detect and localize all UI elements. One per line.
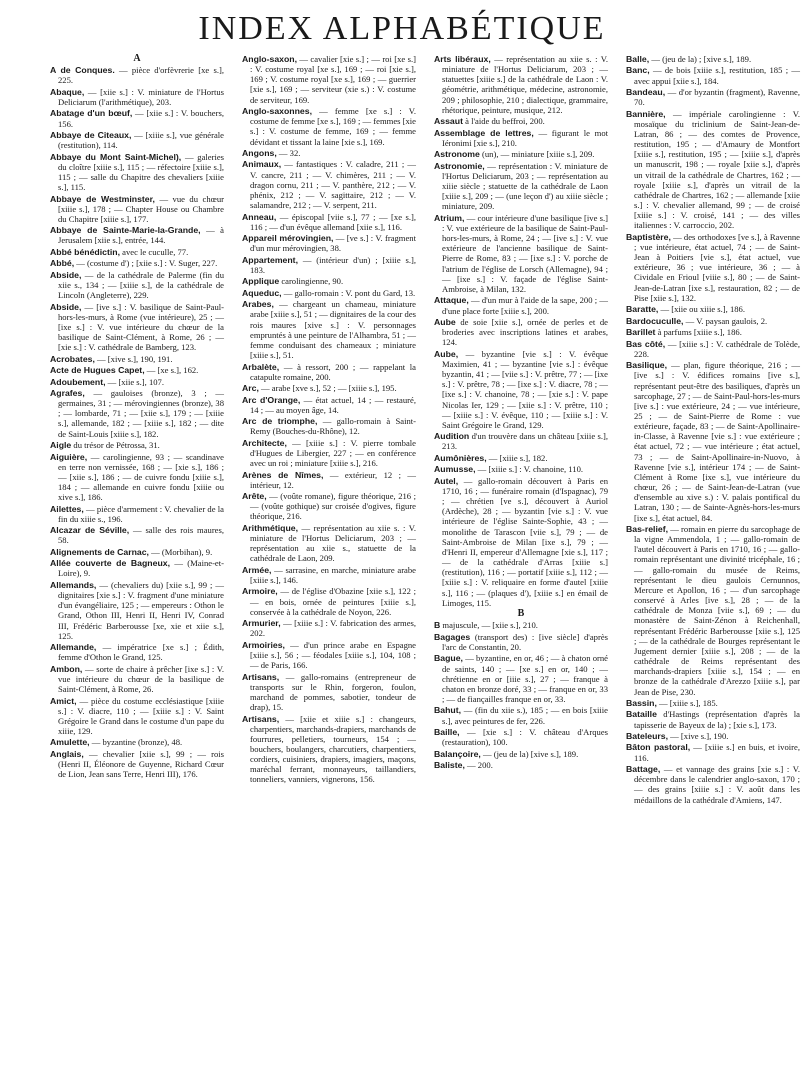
index-entry [434,749,608,759]
entry-headword: Attaque, [434,295,469,306]
index-entry [242,523,416,564]
entry-references: — des orthodoxes [ve s.], à Ravenne ; vue intérieure, état actuel, 74 ; — de Saint-Jean à Poitiers [vie s.], état actuel, vue extérieure, 36 ; vue intérieure, 36 ; — à Cividale en Frioul [viiie s.], 80 ; — de Saint-Jean-de-Latran [ixe s.], restauration, 82 ; — de Pise [xiie s.], 132. [634,231,800,303]
entry-headword: Astronome [434,149,480,160]
entry-references: — byzantine [vie s.] : V. évêque Maximien, 41 ; — byzantine [vie s.] : évêque byzantin, 41 ; — [viie s.] : V. prêtre, 77 ; — [ixe s.] : V. prêtre, 78 ; — [ixe s.] : V. diacre, 78 ; — [ixe s.] : V. chanoine, 78 ; — [xie s.] : V. pape Nicolas Ier, 129 ; — [xiie s.] : V. prêtre, 110 ; — [xiiie s.] : V. évêque, 110 ; — [xiiie s.] : V. Saint Grégoire le Grand, 129. [442,348,608,430]
entry-headword: Allée couverte de Bagneux, [50,558,170,569]
entry-references: (transport des) : [ive siècle] d'après l'arc de Constantin, 20. [442,631,608,652]
index-entry [434,161,608,212]
entry-references: — 32. [276,148,301,158]
entry-references: — d'un mur à l'aide de la sape, 200 ; — d'une place forte [xiiie s.], 200. [442,295,608,316]
entry-headword: Bassin, [626,697,657,708]
entry-references: d'Hastings (représentation d'après la tapisserie de Bayeux de la) ; [xie s.], 173. [634,709,800,730]
entry-references: — (voûte romane), figure théorique, 216 ; — (voûte gothique) sur croisée d'ogives, figure théorique, 216. [250,491,416,522]
index-entry [50,525,224,545]
index-entry [242,672,416,713]
entry-references: — gallo-romain : V. pont du Gard, 13. [281,287,416,298]
entry-references: — cavalier [xie s.] ; — roi [xe s.] : V. costume royal [xe s.], 169 ; — roi [xie s.], 169 ; V. costume royal [xe s.], 169 ; — guerrier [xie s.], 169 ; — serviteur (xie s.) : V. costume de serviteur, 169. [250,54,416,105]
entry-references: — pièce d'orfèvrerie [xe s.], 225. [58,65,225,86]
entry-references: — byzantine (bronze), 48. [89,737,183,748]
index-entry [50,87,224,107]
entry-headword: Aube, [434,348,459,359]
index-entry [242,586,416,616]
entry-headword: Bahut, [434,705,462,716]
index-entry [50,270,224,300]
index-entry [434,632,608,652]
entry-headword: Artisans, [242,671,280,682]
entry-references: — à ressort, 200 ; — rappelant la catapulte romaine, 200. [250,361,416,382]
entry-headword: Arbalète, [242,361,280,372]
entry-headword: Assaut [434,116,463,127]
entry-references: — [xiiie s.] : V. pierre tombale d'Hugues de Libergier, 227 ; — en conférence avec un roi ; miniature [xiiie s.], 216. [250,437,416,469]
entry-headword: Aumônières, [434,452,487,463]
index-column-2 [242,54,416,786]
entry-headword: Alignements de Carnac, [50,546,149,557]
entry-references: — impériale carolingienne : V. mosaïque du triclinium de Saint-Jean-de-Latran, 86 ; — des comtes de Provence, restitution, 195 ; — d'Amaury de Montfort [xiiie s.], restitution, 195 ; — [xiiie s.], d'après un manuscrit, 198 ; — royale [xiie s.], d'après un vitrail de la cathédrale de Chartres, 162 ; — royale [xiiie s.], d'après un vitrail de la cathédrale de Chartres, 162 ; — allemande [xiie s.] : V. chevalier allemand, 99 ; — de croisé [xiiie s.] : V. croisé, 141 ; — des villes italiennes : V. carroccio, 202. [634,108,800,231]
index-entry [434,295,608,315]
entry-references: — [xiiie s.] en buis, et ivoire, 116. [634,742,800,763]
entry-headword: Arc, [242,383,259,394]
index-entry [434,349,608,430]
entry-references: — (costume d') ; [xiie s.] : V. Suger, 227. [74,258,218,269]
index-entry [242,54,416,105]
entry-references: — 200. [464,760,493,771]
index-page [14,0,800,1083]
entry-references: — (fin du xiie s.), 185 ; — en bois [xiiie s.], avec peintures de fer, 226. [442,705,608,726]
entry-headword: Balançoire, [434,748,481,759]
entry-references: — [ive s.] : V. basilique de Saint-Paul-hors-les-murs, à Rome (vue intérieure), 25 ; — [ixe s.] : V. vue intérieure du chœur de la basilique de Saint-Clément, à Rome, 26 ; — [xie s.] : V. cathédrale de Bamberg, 123. [58,301,224,353]
entry-references: — gallo-romain à Saint-Remy (Bouches-du-Rhône), 12. [250,416,417,437]
index-entry [434,464,608,474]
entry-headword: Bas-relief, [626,524,669,534]
index-entry [50,664,224,694]
entry-headword: Aumusse, [434,464,476,475]
index-entry [434,149,608,159]
index-entry [626,360,800,523]
entry-headword: Bandeau, [626,87,666,98]
entry-references: — V. paysan gaulois, 2. [683,315,768,326]
entry-references: — état actuel, 14 ; — restauré, 14 ; — au moyen âge, 14. [250,394,416,415]
entry-headword: Agrafes, [50,388,85,398]
entry-headword: Abbé bénédictin, [50,246,120,257]
index-entry [626,731,800,741]
entry-headword: Autel, [434,475,459,486]
index-entry [50,440,224,450]
entry-headword: Abatage d'un bœuf, [50,108,133,119]
entry-headword: Ailettes, [50,503,84,514]
entry-headword: Anglo-saxonnes, [242,106,312,117]
entry-references: d'un trouvère dans un château [xiiie s.], 213. [442,431,608,452]
entry-headword: Amulette, [50,737,90,748]
index-entry [434,128,608,148]
entry-references: — chevalier [xiie s.], 99 ; — rois (Henri II, Éléonore de Guyenne, Richard Cœur de Lion, Jean sans Terre, Henri III), 176. [58,748,224,780]
entry-headword: Baratte, [626,304,659,315]
index-entry [50,388,224,439]
entry-references: — [xiie et xiiie s.] : changeurs, charpentiers, marchands-drapiers, marchands de fourrures, pelletiers, tourneurs, 154 ; — bouchers, boulangers, charcutiers, charpentiers, cordiers, cuisiniers, drapiers, imagiers, maçons, maréchal ferrant, monnayeurs, taillandiers, tonneliers, vanniers, vignerons, 156. [250,713,416,785]
entry-references: — vue du chœur [xiiie s.], 178 ; — Chapter House ou Chambre du Chapitre [xiiie s.], 177. [58,193,224,224]
entry-headword: Architecte, [242,437,287,448]
entry-headword: Allemands, [50,579,97,590]
entry-headword: Arabes, [242,299,274,310]
index-entry [626,232,800,303]
index-entry [626,524,800,697]
index-entry [50,580,224,641]
entry-headword: Arc de triomphe, [242,416,318,427]
index-entry [50,194,224,224]
index-entry [626,709,800,729]
entry-references: — représentation : V. miniature de l'Hortus Deliciarum, 203 ; — représentation au xiiie siècle ; statuette de la cathédrale de Laon [xiiie s.], 209 ; — (une leçon d') au xiiie siècle ; miniature, 209. [442,160,608,212]
index-column-3 [434,54,608,772]
entry-references: — (Maine-et-Loire), 9. [58,558,224,579]
entry-headword: Anneau, [242,211,277,222]
entry-references: — gauloises (bronze), 3 ; — germaines, 31 ; — mérovingiennes (bronze), 38 ; — lombarde, 71 ; — [xiie s.], 179 ; — [xiiie s.], allemande, 182 ; — [xiiie s.], 182 ; — dite de Saint-Louis [xiiie s.], 182. [58,388,224,439]
entry-references: — [xiie ou xiiie s.], 186. [658,304,746,315]
index-entry [242,106,416,147]
entry-headword: Abbaye de Citeaux, [50,129,132,140]
index-entry [434,213,608,294]
index-entry [50,302,224,353]
index-entry [434,431,608,451]
entry-references: de soie [xiie s.], ornée de perles et de broderies avec inscriptions latines et arabes, 124. [442,316,608,348]
index-entry [242,299,416,360]
entry-references: — impératrice [xe s.] ; Édith, femme d'Othon le Grand, 125. [58,642,224,663]
index-entry [434,54,608,115]
entry-references: — [xe s.], 162. [144,365,199,376]
entry-headword: Armée, [242,564,272,575]
index-entry [626,742,800,762]
entry-headword: Abside, [50,269,82,280]
index-entry [50,642,224,662]
index-entry [50,225,224,245]
entry-references: — fantastiques : V. caladre, 211 ; — V. cancre, 211 ; — V. chimères, 211 ; — V. dragon cornu, 211 ; — V. panthère, 212 ; — V. phénix, 212 ; — V. sagittaire, 212 ; — V. salamandre, 212 ; — V. serpent, 211. [250,159,416,211]
index-entry [242,565,416,585]
index-entry [242,255,416,275]
entry-headword: Anglo-saxon, [242,54,298,64]
entry-references: — (intérieur d'un) ; [xiiie s.], 183. [250,254,416,275]
index-entry [50,504,224,524]
entry-headword: Animaux, [242,159,282,170]
index-entry [242,276,416,286]
entry-references: — pièce du costume ecclésiastique [xiiie s.] : V. diacre, 110 ; — [xiiie s.] : V. Saint Grégoire le Grand dans le costume d'un pape du xiiie, 129. [58,695,224,736]
index-entry [626,316,800,326]
entry-headword: Armoire, [242,586,278,597]
entry-references: — plan, figure théorique, 216 ; — [ive s.] : V. édifices romains [ive s.], représentant peut-être des basiliques, d'après un sarcophage, 27 ; — de Saint-Paul-hors-les-murs [ive s.] : vue extérieure, 24 ; — vue intérieure, 25 ; — de Saint-Pierre de Rome : vue extérieure, façade, 83 ; — de Saint-Apollinaire-in-Classe, à Ravenne [vie s.] : vue extérieure ; état actuel, 72 ; — vue intérieure ; état actuel, 73 ; — de Saint-Apollinaire-in-Nuovo, à Ravenne [vie s.], intérieur 174 ; — de Saint-Clément à Rome [ixe s.], vue intérieure du chœur, 26 ; — de Saint-Jean-de-Latran (vue d'ensemble au xive s.) : V. palais pontifical du Latran, 130 ; — de Sainte-Agnès-hors-les-murs [ixe s.], état actuel, 84. [634,360,800,523]
entry-headword: Bâton pastoral, [626,742,691,753]
entry-headword: Bagages [434,631,471,642]
index-entry [50,258,224,268]
entry-references: — carolingienne, 93 ; — scandinave en terre non vernissée, 168 ; — [xie s.], 186 ; — [xiie s.], 186 ; — de cuivre fondu [xiiie s.], 184 ; — allemande en cuivre fondu [xiiie ou xive s.], 186. [58,451,224,503]
entry-references: — et vannage des grains [xie s.] : V. décembre dans le calendrier anglo-saxon, 170 ; — des grains [xiiie s.] : V. août dans les médaillons de la cathédrale d'Amiens, 147. [634,764,800,805]
entry-headword: Baille, [434,727,460,738]
entry-headword: Abside, [50,301,82,312]
entry-references: majuscule, — [xiie s.], 210. [440,620,538,631]
entry-headword: Astronomie, [434,160,485,171]
entry-headword: Abbé, [50,258,75,269]
entry-references: — de bois [xiiie s.], restitution, 185 ; — avec appui [xiie s.], 184. [634,65,800,86]
index-entry [242,640,416,670]
entry-headword: Abaque, [50,86,85,97]
index-entry [242,148,416,158]
entry-references: — femme [xe s.] : V. costume de femme [xe s.], 169 ; — femmes [xie s.] : V. costume de femme, 169 ; — femme dévidant et tissant la laine [xie s.], 169. [250,106,416,147]
entry-headword: Assemblage de lettres, [434,127,534,138]
index-entry [50,247,224,257]
entry-headword: Arènes de Nîmes, [242,469,324,480]
index-entry [242,618,416,638]
entry-references: — chargeant un chameau, miniature arabe [xiiie s.], 51 ; — dignitaires de la cour des rois maures [xive s.] : V. personnages empruntés à une peinture de l'Alhambra, 51 ; — femme conduisant des chameaux ; miniature [xiiie s.], 51. [250,299,416,361]
index-entry [434,453,608,463]
index-entry [242,416,416,436]
entry-headword: Battage, [626,764,661,775]
index-entry [626,764,800,805]
entry-headword: Artisans, [242,713,280,724]
entry-references: — [xiiie s.], vue générale (restitution), 114. [58,129,224,151]
index-entry [434,116,608,126]
index-entry [242,212,416,232]
entry-headword: Arc d'Orange, [242,394,301,405]
index-entry [50,354,224,364]
entry-headword: B [434,620,441,631]
entry-references: à l'aide du beffroi, 200. [462,116,545,127]
index-entry [50,558,224,578]
entry-references: — d'or byzantin (fragment), Ravenne, 70. [634,87,800,108]
entry-headword: Angons, [242,148,277,158]
entry-headword: Appartement, [242,254,298,265]
page-title: INDEX ALPHABÉTIQUE [198,10,606,47]
entry-headword: Audition [434,431,470,442]
entry-references: avec le cuculle, 77. [120,246,189,257]
entry-references: — extérieur, 12 ; — intérieur, 12. [250,469,416,490]
index-entry [50,452,224,503]
index-column-1 [50,54,224,781]
entry-headword: Abbaye de Westminster, [50,193,155,204]
entry-headword: Barillet [626,327,656,338]
section-letter: B [517,608,525,620]
entry-headword: Appareil mérovingien, [242,233,334,244]
entry-references: — (Morbihan), 9. [148,546,213,557]
entry-headword: Amict, [50,695,77,706]
entry-headword: Ambon, [50,663,83,674]
index-entry [626,109,800,231]
index-entry [242,159,416,210]
entry-references: à parfums [xiiie s.], 186. [655,327,742,338]
index-entry [242,395,416,415]
entry-references: — de la cathédrale de Palerme (fin du xiie s., 134 ; — [xiiie s.], de la cathédrale de Lincoln (Angleterre), 229. [58,269,224,301]
entry-headword: Basilique, [626,360,668,371]
entry-headword: Bardocuculle, [626,315,684,326]
entry-headword: Armurier, [242,618,281,629]
index-entry [626,698,800,708]
index-entry [242,288,416,298]
entry-references: — représentation au xiie s. : V. miniature de l'Hortus Deliciarum, 203 ; — représentation au xiie s., statuette de la cathédrale de Laon, 209. [250,522,416,564]
index-entry [434,760,608,770]
entry-headword: Alcazar de Séville, [50,525,130,536]
entry-references: — [xiiie s.], 185. [656,697,718,708]
entry-references: — gallo-romains (entrepreneur de transports sur le Rhin, forgeron, foulon, marchand de pommes, sabotier, tondeur de drap), 15. [250,671,416,713]
entry-references: — [xiie s.], 107. [105,376,164,387]
index-entry [242,438,416,468]
index-entry [50,108,224,128]
index-entry [50,65,224,85]
entry-references: — sarrasine, en marche, miniature arabe [xiiie s.], 146. [250,564,416,585]
index-entry [434,727,608,747]
entry-headword: Abbaye du Mont Saint-Michel), [50,151,182,162]
entry-headword: Bague, [434,653,463,664]
entry-headword: Banc, [626,65,650,76]
index-entry [626,304,800,314]
index-entry [50,130,224,150]
entry-headword: Baptistère, [626,231,671,242]
index-entry [626,339,800,359]
index-entry [50,377,224,387]
index-entry [242,362,416,382]
entry-references: du trésor de Pétrossa, 31. [71,440,160,451]
entry-references: — figurant le mot Iéronimi [xie s.], 210. [442,127,609,148]
entry-references: — [xiiie s.] : V. chanoine, 110. [475,464,584,475]
entry-headword: Acrobates, [50,353,95,364]
entry-references: — de l'église d'Obazine [xiie s.], 122 ; — en bois, ornée de peintures [xiiie s.], conservée à la cathédrale de Noyon, 226. [250,586,416,617]
index-entry [50,696,224,737]
entry-references: — épiscopal [viie s.], 77 ; — [xe s.], 116 ; — d'un évêque allemand [xiie s.], 116. [250,211,416,232]
index-entry [626,87,800,107]
index-entry [242,470,416,490]
index-entry [434,653,608,704]
entry-references: — arabe [xve s.], 52 ; — [xiiie s.], 195. [258,383,397,394]
entry-references: — (chevaliers du) [xiie s.], 99 ; — dignitaires [xie s.] : V. fragment d'une miniature d'un évangéliaire, 125 ; — empereurs : Othon le Grand, Othon III, Henri II, Henri IV, Conrad III, Frédéric Barberousse [xe, xie et xiie s.], 125. [58,579,224,641]
entry-headword: Baliste, [434,760,465,771]
index-entry [50,547,224,557]
entry-headword: Aube [434,316,456,327]
index-entry [50,749,224,779]
entry-references: — cour intérieure d'une basilique [ive s.] : V. vue extérieure de la basilique de Saint-Paul-hors-les-murs, à Rome, 24 ; — [ive s.] : V. vue extérieure de l'ancienne basilique de Saint-Pierre de Rome, 83 ; — [ixe s.] : V. porche de l'atrium de l'église de Lorsch (Allemagne), 94 ; — [ixe s.] : V. façade de l'église Saint-Ambroise, à Milan, 132. [442,212,608,294]
entry-headword: Adoubement, [50,376,106,387]
entry-references: — [xie s.] : V. château d'Arques (restauration), 100. [442,727,608,748]
index-entry [242,491,416,521]
index-entry [626,54,800,64]
entry-headword: Arts libéraux, [434,54,491,64]
entry-headword: Allemande, [50,642,97,653]
entry-references: — [xiiie s.] : V. cathédrale de Tolède, 228. [634,338,800,359]
index-entry [434,620,608,630]
entry-headword: Armoiries, [242,639,285,650]
entry-headword: A de Conques. [50,65,115,76]
entry-headword: Arithmétique, [242,522,298,533]
entry-references: — galeries du cloître [xiiie s.], 115 ; — réfectoire [xiiie s.], 115 ; — salle du Chapitre des chevaliers [xiiie s.], 115. [58,151,224,193]
section-letter: A [133,53,141,64]
index-entry [50,152,224,193]
entry-references: — salle des rois maures, 58. [58,525,224,546]
entry-headword: Aqueduc, [242,287,282,298]
index-entry [242,714,416,785]
entry-headword: Atrium, [434,212,465,223]
entry-headword: Aigle [50,440,72,451]
entry-references: — [xiie s.] : V. bouchers, 156. [58,108,224,129]
entry-references: — représentation au xiie s. : V. miniature de l'Hortus Deliciarum, 203 ; — statuettes [xiiie s.] de la cathédrale de Laon : V. géométrie, arithmétique, médecine, astronomie, 209 ; philosophie, 210 ; dialectique, grammaire, rhétorique, peinture, musique, 212. [442,54,608,115]
entry-headword: Abbaye de Sainte-Marie-la-Grande, [50,225,201,236]
entry-headword: Applique [242,276,280,287]
entry-references: — gallo-romain découvert à Paris en 1710, 16 ; — funéraire romain (d'Ispagnac), 79 ; — chrétien [ve s.], découvert à Auriol (Ardèche), 28 ; — byzantin [vie s.] : V. vue intérieure de l'église Sainte-Sophie, 43 ; — monolithe de Tarascon [viie s.], 79 ; — de Saint-Ambroise de Milan [ixe s.], 79 ; — d'Henri II, empereur d'Allemagne [xie s.], 117 ; — de la cathédrale d'Arras [xiiie s.] (restitution), 116 ; — portatif [xiiie s.], 112 ; — [xiiie s.] : V. reliquaire en forme d'autel [xiiie s.], 116 ; — (plaques d'), [xiiie s.] en émail de Limoges, 115. [442,475,608,608]
index-entry [242,233,416,253]
index-entry [434,705,608,725]
entry-references: — à Jerusalem [xiie s.], entrée, 144. [58,225,224,246]
entry-references: — (jeu de la) ; [xive s.], 189. [649,54,752,64]
entry-references: — [xiie s.] : V. miniature de l'Hortus Deliciarum (l'arithmétique), 203. [58,86,224,107]
index-entry [626,327,800,337]
index-entry [50,365,224,375]
entry-references: — pièce d'armement : V. chevalier de la fin du xiiie s., 196. [58,503,224,524]
entry-references: — [xive s.], 190. [668,731,729,742]
entry-headword: Bateleurs, [626,731,669,742]
entry-headword: Bas côté, [626,338,666,349]
entry-headword: Balle, [626,54,650,64]
index-entry [434,317,608,347]
entry-headword: Aiguière, [50,451,88,462]
index-entry [50,737,224,747]
entry-references: — [xiiie s.], 182. [486,452,548,463]
entry-headword: Bannière, [626,108,666,119]
entry-references: — [xiiie s.] : V. fabrication des armes, 202. [250,618,416,639]
entry-references: — (jeu de la) [xive s.], 189. [480,748,579,759]
entry-references: — sorte de chaire à prêcher [ixe s.] : V. vue intérieure du chœur de la basilique de Saint-Clément, à Rome, 26. [58,663,224,695]
entry-references: — [xive s.], 190, 191. [94,353,173,364]
index-column-4 [626,54,800,806]
entry-headword: Acte de Hugues Capet, [50,365,145,376]
entry-headword: Arête, [242,491,267,502]
index-entry [434,476,608,608]
entry-references: — d'un prince arabe en Espagne [xiiie s.], 56 ; — féodales [xiiie s.], 104, 108 ; — de Paris, 166. [250,639,416,671]
entry-headword: Anglais, [50,748,84,759]
entry-headword: Bataille [626,709,657,720]
entry-references: — romain en pierre du sarcophage de la vigne Ammendola, 1 ; — gallo-romain de l'autel découvert à Paris en 1710, 16 ; — gallo-romain représentant une divinité tricéphale, 16 ; — gallo-romain du musée de Reims, représentant le dieu gaulois Cernunnos, Mercure et Apollon, 16 ; — d'un sarcophage conservé à Arles [ive s.], 28 ; — de la cathédrale de Monza [viie s.], 69 ; — du monastère de Saint-Zénon à Reichenhall, représentant Frédéric Barberousse [xiie s.], 125 ; — de la cathédrale de Bourges représentant le Jugement dernier [xiiie s.], 208 ; — de la cathédrale de Reims représentant des marchands-drapiers [xiiie s.], 154 ; — en bronze de la cathédrale d'Arezzo [xiiie s.], par Jean de Pise, 230. [634,524,800,697]
index-entry [242,383,416,393]
entry-references: carolingienne, 90. [279,276,344,287]
entry-references: — [ve s.] : V. fragment d'un mur mérovingien, 38. [250,233,416,254]
entry-references: — byzantine, en or, 46 ; — à chaton orné de saints, 140 ; — [xe s.] en or, 140 ; — chrétienne en or [iiie s.], 27 ; — franque à chaton en bronze doré, 33 ; — franque en or, 33 ; — de fiançailles franque en or, 33. [442,653,608,704]
index-entry [626,65,800,85]
entry-references: (un), — miniature [xiiie s.], 209. [479,149,595,160]
